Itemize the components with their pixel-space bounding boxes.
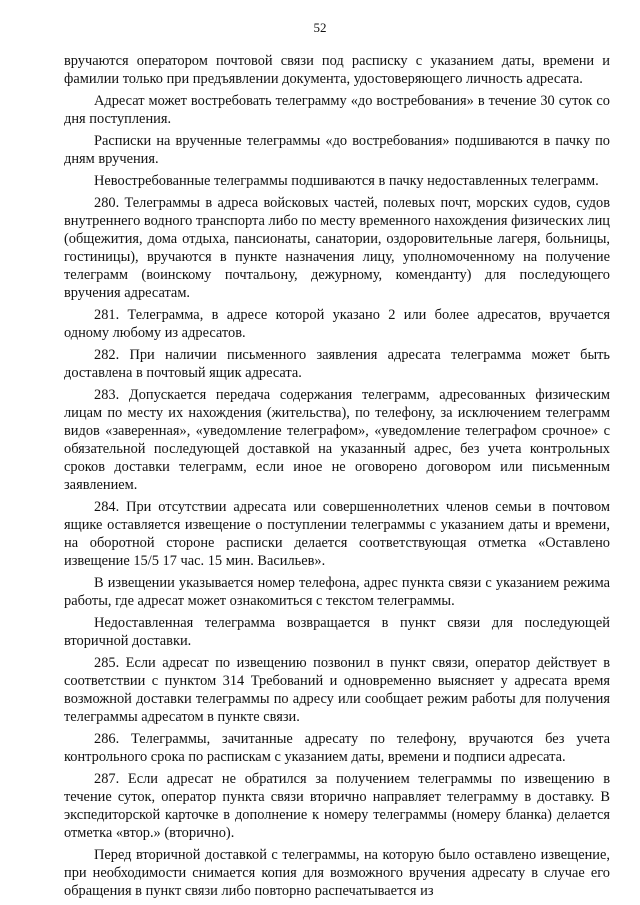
paragraph-item-284: 284. При отсутствии адресата или совершеннолетних членов семьи в почтовом ящике оставляется извещение о поступлении телеграммы с указанием даты и времени, на оборотной стороне расписки делается соответствующая отметка «Оставлено извещение 15/5 17 час. 15 мин. Васильев». — [64, 499, 610, 569]
paragraph-secondary-delivery: Перед вторичной доставкой с телеграммы, на которую было оставлено извещение, при необходимости снимается копия для возможного вручения адресату в случае его обращения в пункт связи либо повторно распечатывается из — [64, 847, 610, 899]
paragraph-undelivered-return: Недоставленная телеграмма возвращается в пункт связи для последующей вторичной доставки. — [64, 615, 610, 649]
document-body — [64, 52, 610, 904]
paragraph-item-286: 286. Телеграммы, зачитанные адресату по телефону, вручаются без учета контрольного срока по распискам с указанием даты, времени и подписи адресата. — [64, 731, 610, 765]
paragraph-item-281: 281. Телеграмма, в адресе которой указано 2 или более адресатов, вручается одному любому из адресатов. — [64, 307, 610, 341]
paragraph-item-287: 287. Если адресат не обратился за получением телеграммы по извещению в течение суток, оператор пункта связи вторично направляет телеграмму в доставку. В экспедиторской карточке в дополнение к номеру телеграммы (номеру бланка) делается отметка «втор.» (вторично). — [64, 771, 610, 841]
paragraph-notice-contents: В извещении указывается номер телефона, адрес пункта связи с указанием режима работы, где адресат может ознакомиться с текстом телеграммы. — [64, 575, 610, 609]
paragraph-item-282: 282. При наличии письменного заявления адресата телеграмма может быть доставлена в почтовый ящик адресата. — [64, 347, 610, 381]
paragraph-item-280: 280. Телеграммы в адреса войсковых частей, полевых почт, морских судов, судов внутреннего водного транспорта либо по месту временного нахождения физических лиц (общежития, дома отдыха, пансионаты, санатории, оздоровительные лагеря, больницы, гостиницы), вручаются в пункте назначения лицу, уполномоченному на получение телеграмм (воинскому почтальону, дежурному, коменданту) для последующего вручения адресатам. — [64, 195, 610, 301]
page-number: 52 — [313, 20, 327, 35]
paragraph-continuation: вручаются оператором почтовой связи под расписку с указанием даты, времени и фамилии только при предъявлении документа, удостоверяющего личность адресата. — [64, 53, 610, 87]
paragraph-item-285: 285. Если адресат по извещению позвонил в пункт связи, оператор действует в соответствии с пунктом 314 Требований и одновременно выясняет у адресата время возможной доставки телеграммы по адресу или сообщает режим работы для получения телеграммы адресатом в пункте связи. — [64, 655, 610, 725]
paragraph-receipts-filing: Расписки на врученные телеграммы «до востребования» подшиваются в пачку по дням вручения. — [64, 133, 610, 167]
paragraph-poste-restante-period: Адресат может востребовать телеграмму «до востребования» в течение 30 суток со дня поступления. — [64, 93, 610, 127]
paragraph-unclaimed-filing: Невостребованные телеграммы подшиваются в пачку недоставленных телеграмм. — [94, 173, 599, 189]
paragraph-item-283: 283. Допускается передача содержания телеграмм, адресованных физическим лицам по месту их нахождения (жительства), по телефону, за исключением телеграмм видов «заверенная», «уведомление телеграфом», «уведомление телеграфом срочное» с обязательной последующей доставкой на указанный адрес, без учета контрольных сроков доставки телеграмм, если иное не оговорено договором или письменным заявлением. — [64, 387, 610, 493]
